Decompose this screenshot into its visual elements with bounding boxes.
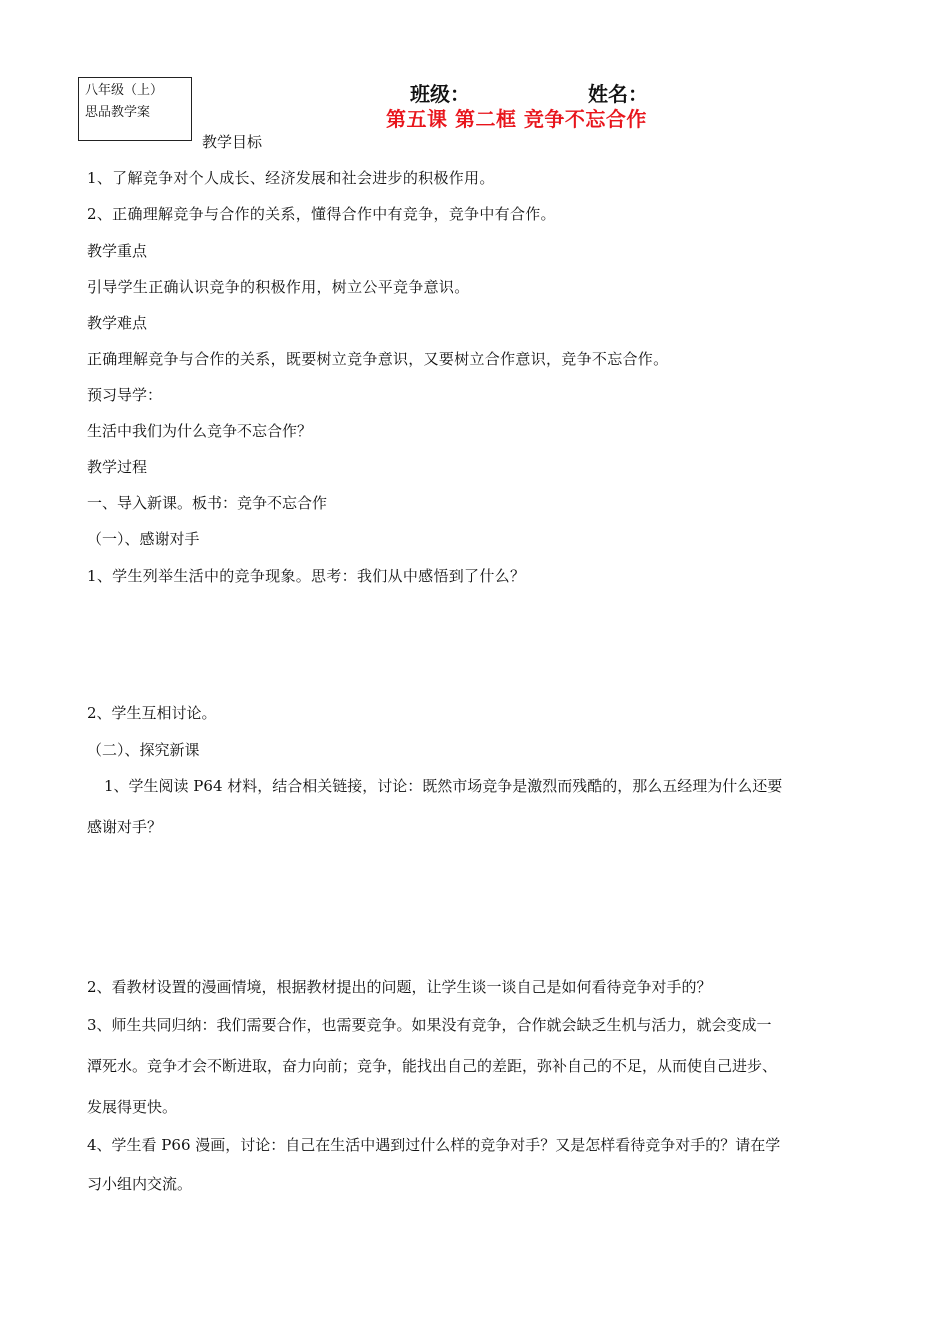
difficulty-heading: 教学难点: [87, 314, 148, 332]
class-label: 班级：: [410, 82, 470, 106]
section-1-heading: （一）、感谢对手: [87, 530, 200, 548]
grade-label: 八年级（上）: [85, 83, 164, 98]
objectives-heading: 教学目标: [202, 133, 263, 151]
process-heading: 教学过程: [87, 458, 148, 476]
section-2-item-4-line-2: 习小组内交流。: [87, 1175, 193, 1193]
key-point-text: 引导学生正确认识竞争的积极作用，树立公平竞争意识。: [87, 278, 470, 296]
section-2-item-1-line-1: 1、学生阅读 P64 材料，结合相关链接，讨论：既然市场竞争是激烈而残酷的，那么五经理为什么还要: [104, 777, 783, 795]
preview-question: 生活中我们为什么竞争不忘合作？: [87, 422, 313, 440]
section-2-item-1-line-2: 感谢对手？: [87, 818, 163, 836]
preview-heading: 预习导学：: [87, 386, 163, 404]
section-2-item-2: 2、看教材设置的漫画情境，根据教材提出的问题，让学生谈一谈自己是如何看待竞争对手的？: [87, 978, 712, 996]
subject-label: 思品教学案: [85, 105, 151, 120]
lesson-title: 第五课 第二框 竞争不忘合作: [386, 107, 647, 131]
intro-step: 一、导入新课。板书：竞争不忘合作: [87, 494, 328, 512]
section-2-heading: （二）、探究新课: [87, 741, 200, 759]
section-2-item-3-line-2: 潭死水。竞争才会不断进取，奋力向前；竞争，能找出自己的差距，弥补自己的不足，从而使自己进步、: [87, 1057, 778, 1075]
section-1-item-2: 2、学生互相讨论。: [87, 704, 217, 722]
difficulty-text: 正确理解竞争与合作的关系，既要树立竞争意识，又要树立合作意识，竞争不忘合作。: [87, 350, 669, 368]
section-2-item-3-line-3: 发展得更快。: [87, 1098, 178, 1116]
section-1-item-1: 1、学生列举生活中的竞争现象。思考：我们从中感悟到了什么？: [87, 567, 526, 585]
name-label: 姓名：: [588, 82, 648, 106]
objective-1: 1、了解竞争对个人成长、经济发展和社会进步的积极作用。: [87, 169, 495, 187]
key-point-heading: 教学重点: [87, 242, 148, 260]
objective-2: 2、正确理解竞争与合作的关系，懂得合作中有竞争，竞争中有合作。: [87, 205, 556, 223]
section-2-item-4-line-1: 4、学生看 P66 漫画，讨论：自己在生活中遇到过什么样的竞争对手？又是怎样看待竞争对手的？请在学: [87, 1136, 781, 1154]
grade-subject-box: [78, 77, 192, 141]
section-2-item-3-line-1: 3、师生共同归纳：我们需要合作，也需要竞争。如果没有竞争，合作就会缺乏生机与活力，就会变成一: [87, 1016, 772, 1034]
